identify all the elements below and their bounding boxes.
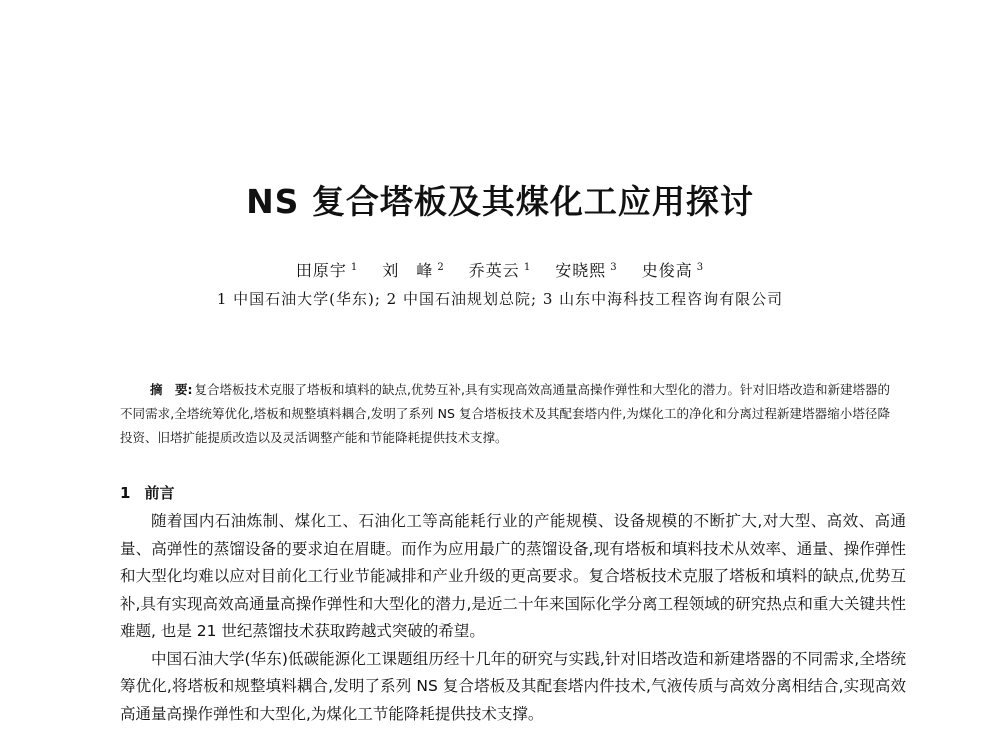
- abstract-label: 摘 要:: [150, 382, 193, 397]
- author-4: [555, 258, 617, 281]
- affiliation-line: 1 中国石油大学(华东); 2 中国石油规划总院; 3 山东中海科技工程咨询有限公司: [216, 290, 784, 308]
- author-5: [642, 258, 704, 281]
- author-affiliation-mark: 1: [523, 262, 532, 273]
- author-affiliation-mark: 3: [696, 262, 705, 273]
- author-name: 史俊高: [641, 261, 693, 280]
- paper-title: NS 复合塔板及其煤化工应用探讨: [246, 182, 754, 221]
- author-name: 乔英云: [468, 261, 520, 280]
- section-heading: [120, 482, 174, 503]
- author-name: 安晓熙: [555, 261, 607, 280]
- author-name: 田原宇: [295, 261, 347, 280]
- author-affiliation-mark: 3: [610, 262, 618, 273]
- author-name: 刘 峰: [382, 261, 434, 280]
- section-number: 1: [120, 484, 131, 502]
- section-title: 前言: [144, 484, 175, 502]
- body-text: [120, 508, 906, 728]
- abstract: [120, 378, 890, 450]
- author-affiliation-mark: 1: [350, 262, 359, 273]
- author-3: [469, 258, 531, 281]
- paragraph-1: 随着国内石油炼制、煤化工、石油化工等高能耗行业的产能规模、设备规模的不断扩大,对大型、高效、高通量、高弹性的蒸馏设备的要求迫在眉睫。而作为应用最广的蒸馏设备,现有塔板和填料技术从效率、通量、操作弹性和大型化均难以应对目前化工行业节能减排和产业升级的更高要求。复合塔板技术克服了塔板和填料的缺点,优势互补,具有实现高效高通量高操作弹性和大型化的潜力,是近二十年来国际化学分离工程领域的研究热点和重大关键共性难题, 也是 21 世纪蒸馏技术获取跨越式突破的希望。: [120, 512, 906, 640]
- paragraph-2: 中国石油大学(华东)低碳能源化工课题组历经十几年的研究与实践,针对旧塔改造和新建塔器的不同需求,全塔统筹优化,将塔板和规整填料耦合,发明了系列 NS 复合塔板及其配套塔内件技术,气液传质与高效分离相结合,实现高效高通量高操作弹性和大型化,为煤化工节能降耗提供技术支撑。: [120, 649, 906, 723]
- abstract-text: 复合塔板技术克服了塔板和填料的缺点,优势互补,具有实现高效高通量高操作弹性和大型化的潜力。针对旧塔改造和新建塔器的不同需求,全塔统筹优化,塔板和规整填料耦合,发明了系列 NS 复合塔板技术及其配套塔内件,为煤化工的净化和分离过程新建塔器缩小塔径降投资、旧塔扩能提质改造以及灵活调整产能和节能降耗提供技术支撑。: [120, 382, 891, 445]
- author-list: [0, 258, 1000, 281]
- author-1: [296, 258, 358, 281]
- author-2: [382, 258, 444, 281]
- author-affiliation-mark: 2: [437, 262, 445, 273]
